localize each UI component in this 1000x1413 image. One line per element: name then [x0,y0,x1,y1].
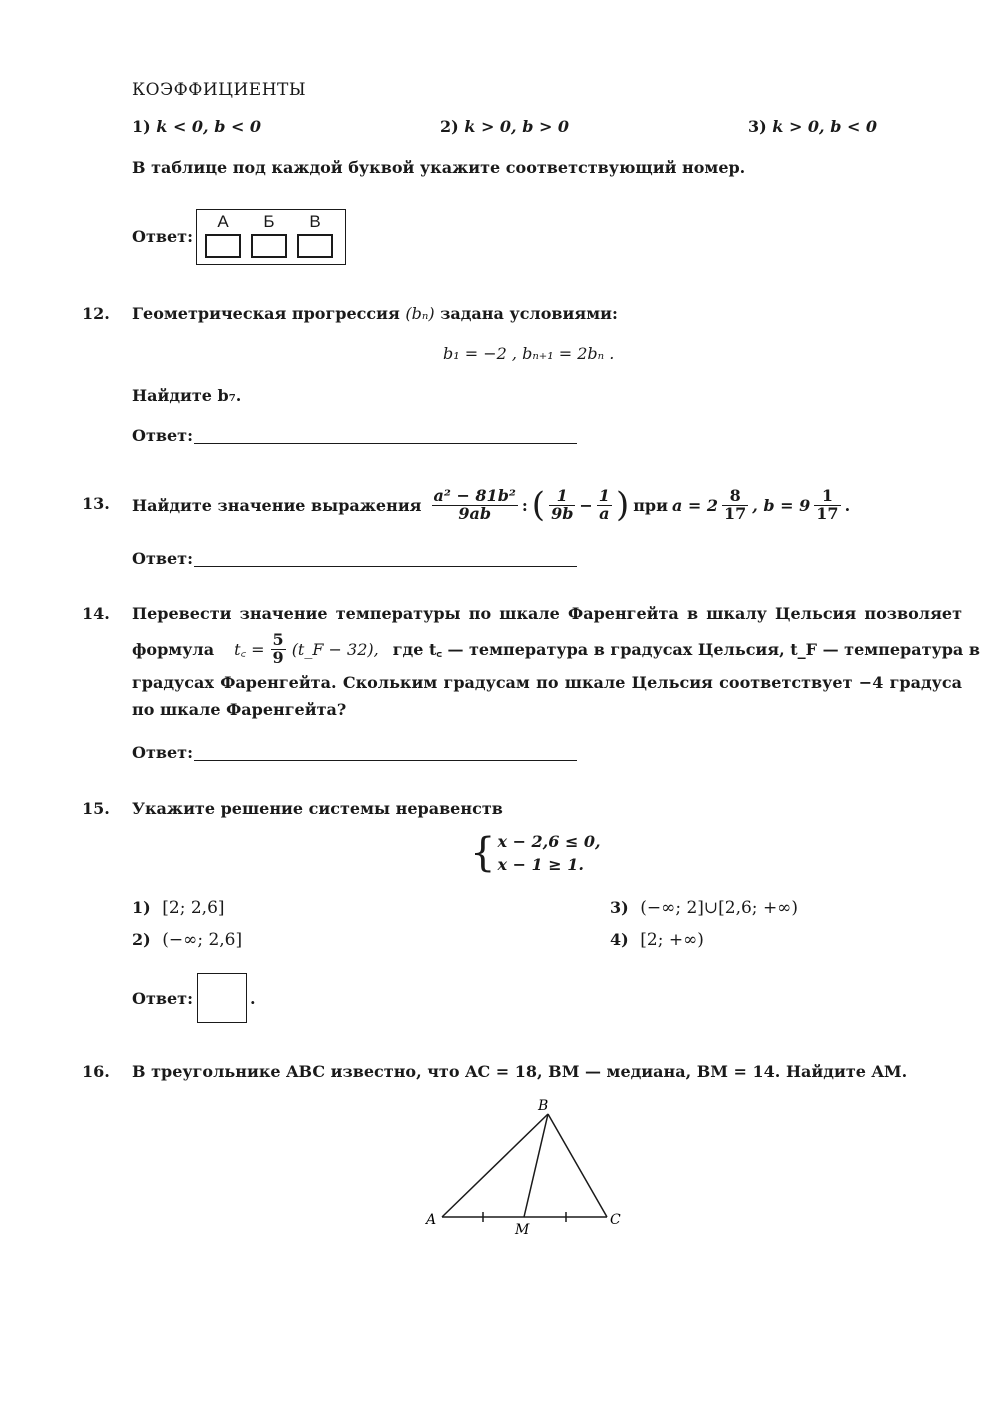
q13-end: . [844,495,851,515]
q12-text-a: Геометрическая прогрессия [132,304,400,323]
answer-letter-v: В [309,212,321,231]
q15-option-1 [132,898,225,918]
q14-line-1: Перевести значение температуры по шкале Фаренгейта в шкалу Цельсия позволяет [132,604,962,623]
option-number: 1) [132,898,151,917]
q15-system-line-1: x − 2,6 ≤ 0, [497,832,601,851]
q14-formula-word: формула [132,639,215,659]
q12-text-b: задана условиями: [440,304,618,323]
option-text: k > 0, b > 0 [464,117,570,136]
side-bc [548,1114,607,1217]
q14-formula-rhs: (t_F − 32), [291,639,379,659]
q13-fraction-2 [549,485,575,523]
q13-right-paren: ) [615,485,630,525]
answer-table [196,209,346,265]
answer-cell-b[interactable] [251,234,287,258]
answer-cell-a[interactable] [205,234,241,258]
vertex-label-b: B [538,1098,549,1114]
q12-answer-line[interactable] [194,443,577,444]
q13-frac2-denominator: 9b [551,503,574,523]
answer-label: Ответ: [132,227,193,246]
question-12-text [132,304,618,323]
q13-b-numerator: 1 [814,488,840,506]
q14-frac-numerator: 5 [272,629,284,649]
q13-b-denominator: 17 [816,503,839,523]
question-number-14: 14. [82,604,110,623]
option-number: 3) [610,898,629,917]
vertex-label-a: A [426,1212,437,1228]
q13-b-value: , b = 9 [752,495,811,515]
q13-fraction-1 [432,485,518,523]
q13-a-fraction [722,485,748,523]
question-number-12: 12. [82,304,110,323]
answer-letter-b: Б [263,212,275,231]
option-number: 3) [748,117,767,136]
question-number-13: 13. [82,494,110,513]
option-text: k < 0, b < 0 [156,117,262,136]
question-number-16: 16. [82,1062,110,1081]
q13-frac1-denominator: 9ab [458,503,492,523]
q13-text: Найдите значение выражения [132,495,422,515]
question-13-text [132,480,850,530]
q13-frac3-denominator: a [599,503,610,523]
section-title: КОЭФФИЦИЕНТЫ [132,80,307,100]
side-ab [442,1114,548,1217]
option-number: 2) [440,117,459,136]
q13-colon: : [521,495,528,515]
option-number: 4) [610,930,629,949]
q13-b-fraction [814,485,840,523]
q13-answer-line[interactable] [194,566,577,567]
q12-answer-label: Ответ: [132,426,193,445]
coefficient-option-1 [132,117,261,136]
q13-frac1-numerator: a² − 81b² [433,485,516,505]
option-text: (−∞; 2]∪[2,6; +∞) [640,898,798,918]
q14-frac-denominator: 9 [272,647,284,667]
coefficient-option-3 [748,117,877,136]
q14-formula-line [132,628,980,670]
q12-condition: b₁ = −2 , bₙ₊₁ = 2bₙ . [443,344,615,363]
q15-answer-label: Ответ: [132,989,193,1008]
q14-answer-label: Ответ: [132,743,193,762]
triangle-figure [420,1090,630,1240]
instruction-text: В таблице под каждой буквой укажите соответствующий номер. [132,158,746,177]
q13-a-value: a = 2 [671,495,719,515]
q14-answer-line[interactable] [194,760,577,761]
option-text: [2; 2,6] [162,898,225,918]
q15-system [470,830,601,876]
q13-frac3-numerator: 1 [598,485,610,505]
q13-fraction-3 [597,485,612,523]
q15-system-brace: { [470,830,496,876]
q15-option-4 [610,930,704,950]
q15-system-line-2: x − 1 ≥ 1. [497,855,584,874]
option-text: (−∞; 2,6] [162,930,243,950]
option-text: k > 0, b < 0 [772,117,878,136]
q15-system-lines [497,830,600,876]
coefficient-option-2 [440,117,569,136]
vertex-label-c: C [610,1212,621,1228]
q14-line-2-rest: где t꜀ — температура в градусах Цельсия, t_F — температура в [392,640,980,659]
option-number: 1) [132,117,151,136]
q14-line-3: градусах Фаренгейта. Скольким градусам по шкале Цельсия соответствует −4 градуса по шкале Фаренгейта? [132,673,962,719]
median-bm [524,1114,548,1217]
q16-text: В треугольнике ABC известно, что AC = 18, BM — медиана, BM = 14. Найдите AM. [132,1062,908,1081]
option-number: 2) [132,930,151,949]
q14-formula-fraction [271,629,286,667]
q15-option-2 [132,930,242,950]
q13-a-numerator: 8 [722,488,748,506]
q13-left-paren: ( [531,485,546,525]
q13-minus: − [579,495,593,515]
vertex-label-m: M [515,1222,530,1238]
q15-answer-dot: . [250,989,256,1008]
q13-answer-label: Ответ: [132,549,193,568]
q12-sequence: (bₙ) [405,304,435,323]
q15-text: Укажите решение системы неравенств [132,799,503,818]
q13-when: при [633,495,668,515]
q13-frac2-numerator: 1 [549,488,575,506]
q15-option-3 [610,898,798,918]
answer-letter-a: А [217,212,229,231]
answer-cell-v[interactable] [297,234,333,258]
q14-formula-lhs: t꜀ = [234,640,265,659]
q13-a-denominator: 17 [724,503,747,523]
q15-answer-box[interactable] [197,973,247,1023]
q12-find: Найдите b₇. [132,386,242,405]
option-text: [2; +∞) [640,930,704,950]
question-number-15: 15. [82,799,110,818]
